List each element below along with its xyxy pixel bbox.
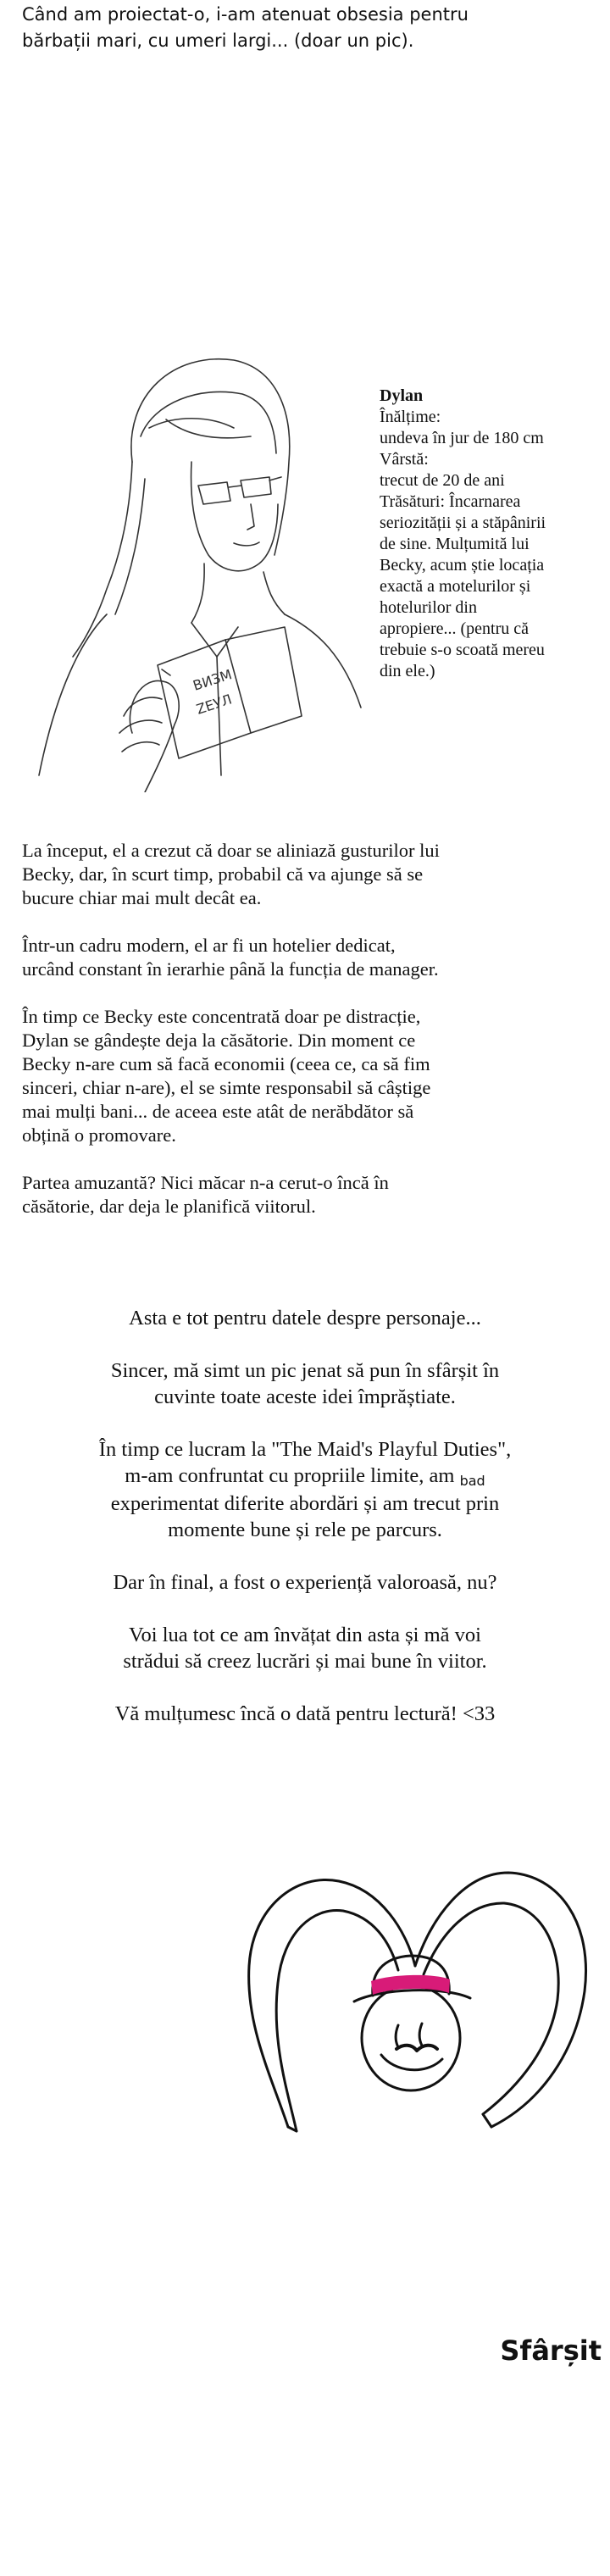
text-line: mai mulți bani... de aceea este atât de nerăbdător să (22, 1101, 414, 1122)
traits-line: seriozității și a stăpânirii (380, 514, 546, 532)
text-line: strădui să creez lucrări și mai bune în viitor. (123, 1650, 487, 1673)
text-line: Becky n-are cum să facă economii (ceea ce, ca să fim (22, 1053, 430, 1074)
traits-line: Trăsături: Încarnarea (380, 492, 521, 511)
closing-text (17, 1305, 593, 1753)
traits-line: trebuie s-o scoată mereu (380, 641, 545, 659)
leftover-text: bad (459, 1473, 485, 1489)
text-line: m-am confruntat cu propriile limite, am (125, 1464, 455, 1487)
paragraph (22, 934, 598, 981)
paragraph (17, 1622, 593, 1674)
paragraph (22, 1171, 598, 1219)
height-value: undeva în jur de 180 cm (380, 429, 544, 447)
heart-doodle (237, 1822, 610, 2135)
traits-line: Becky, acum știe locația (380, 556, 545, 575)
intro-text (22, 2, 581, 54)
text-line: În timp ce lucram la "The Maid's Playful Duties", (98, 1438, 512, 1461)
paragraph (22, 839, 598, 910)
text-line: momente bune și rele pe parcurs. (168, 1518, 442, 1541)
heart-outline (249, 1879, 415, 2127)
book-cover-text: ZЕУЛ (194, 691, 234, 718)
text-line: În timp ce Becky este concentrată doar pe distracție, (22, 1006, 421, 1027)
paragraph (17, 1357, 593, 1410)
description-text (22, 839, 598, 1242)
face-circle (362, 1985, 460, 2090)
paragraph: Dar în final, a fost o experiență valoroasă, nu? (113, 1571, 497, 1594)
traits-line: exactă a motelurilor și (380, 577, 531, 596)
text-line: experimentat diferite abordări și am trecut prin (110, 1492, 500, 1515)
traits-line: de sine. Mulțumită lui (380, 535, 530, 553)
text-line: sinceri, chiar n-are), el se simte responsabil să câștige (22, 1077, 431, 1098)
paragraph (17, 1436, 593, 1543)
character-name: Dylan (380, 386, 424, 405)
text-line: căsătorie, dar deja le planifică viitorul. (22, 1196, 316, 1217)
text-line: Partea amuzantă? Nici măcar n-a cerut-o încă în (22, 1172, 389, 1193)
height-label: Înălțime: (380, 408, 441, 426)
glasses-sketch (198, 482, 230, 504)
shirt-sketch (39, 614, 107, 775)
traits-line: din ele.) (380, 662, 435, 680)
text-line: obțină o promovare. (22, 1124, 176, 1146)
paragraph (22, 1005, 598, 1147)
text-line: bucure chiar mai mult decât ea. (22, 887, 262, 908)
text-line: Becky, dar, în scurt timp, probabil că va ajunge să se (22, 863, 424, 885)
age-value: trecut de 20 de ani (380, 471, 505, 490)
end-label: Sfârșit (500, 2334, 602, 2367)
paragraph: Asta e tot pentru datele despre personaje... (129, 1307, 481, 1330)
text-line: Voi lua tot ce am învățat din asta și mă voi (129, 1624, 481, 1646)
intro-line: bărbații mari, cu umeri largi... (doar un pic). (22, 31, 414, 51)
traits-line: hotelurilor din (380, 598, 477, 617)
hair-sketch (131, 359, 290, 555)
age-label: Vârstă: (380, 450, 429, 469)
text-line: Dylan se gândește deja la căsătorie. Din moment ce (22, 1030, 416, 1051)
character-profile (380, 386, 607, 682)
book-cover-text: ВИЗМ (191, 666, 234, 694)
text-line: cuvinte toate aceste idei împrăștiate. (154, 1385, 456, 1408)
intro-line: Când am proiectat-o, i-am atenuat obsesia pentru (22, 4, 469, 25)
text-line: urcând constant în ierarhie până la funcția de manager. (22, 958, 439, 980)
traits-line: apropiere... (pentru că (380, 619, 530, 638)
paragraph: Vă mulțumesc încă o dată pentru lectură! <33 (114, 1702, 496, 1725)
text-line: Sincer, mă simt un pic jenat să pun în sfârșit în (110, 1359, 500, 1382)
text-line: La început, el a crezut că doar se aliniază gusturilor lui (22, 840, 440, 861)
character-illustration (5, 335, 369, 792)
text-line: Într-un cadru modern, el ar fi un hotelier dedicat, (22, 935, 396, 956)
